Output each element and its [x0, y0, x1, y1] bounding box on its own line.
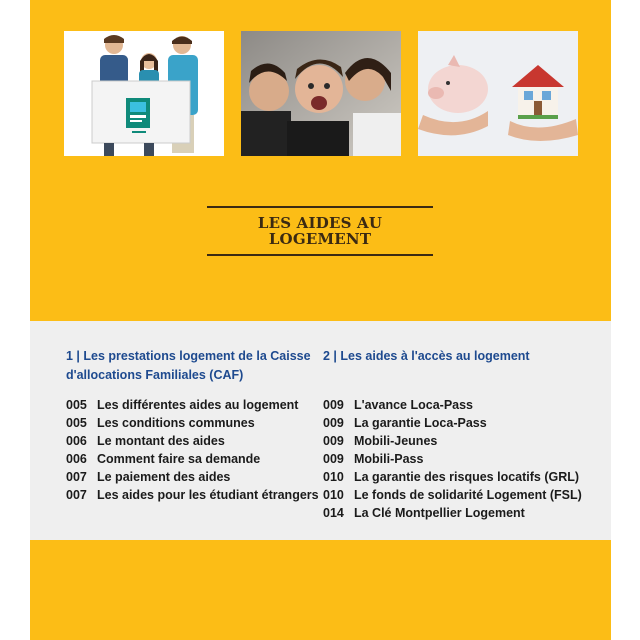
entry-list	[323, 396, 603, 522]
section-caf	[66, 347, 319, 504]
entry-list	[66, 396, 319, 504]
page-number: 006	[66, 452, 87, 466]
photo-piggy-bank-house	[418, 31, 578, 156]
section-acces-logement	[323, 347, 603, 522]
section-heading: 1 | Les prestations logement de la Caisse d'allocations Familiales (CAF)	[66, 349, 311, 382]
entry-label: L'avance Loca-Pass	[354, 398, 474, 412]
toc-entry[interactable]	[66, 432, 316, 450]
page-number: 009	[323, 434, 344, 448]
page-number: 014	[323, 506, 344, 520]
table-of-contents	[30, 321, 611, 540]
page-number: 005	[66, 416, 87, 430]
toc-entry[interactable]	[66, 486, 319, 504]
entry-label: Le montant des aides	[97, 434, 225, 448]
entry-label: Mobili-Pass	[354, 452, 424, 466]
page-number: 006	[66, 434, 87, 448]
entry-label: Les différentes aides au logement	[97, 398, 299, 412]
page-number: 009	[323, 398, 344, 412]
photo-teens-whispering	[241, 31, 401, 156]
section-heading: 2 | Les aides à l'accès au logement	[323, 349, 530, 363]
toc-entry[interactable]	[66, 450, 316, 468]
entry-label: Les conditions communes	[97, 416, 255, 430]
toc-entry[interactable]	[66, 414, 316, 432]
entry-label: La garantie Loca-Pass	[354, 416, 487, 430]
title-block	[207, 206, 433, 248]
toc-entry[interactable]	[66, 396, 316, 414]
toc-entry[interactable]	[323, 396, 603, 414]
page	[30, 0, 611, 640]
toc-entry[interactable]	[66, 468, 316, 486]
title-rule-top	[207, 206, 433, 208]
entry-label: Comment faire sa demande	[97, 452, 261, 466]
entry-label: Le paiement des aides	[97, 470, 231, 484]
page-number: 007	[66, 488, 87, 502]
entry-label: La Clé Montpellier Logement	[354, 506, 525, 520]
page-number: 010	[323, 470, 344, 484]
toc-entry[interactable]	[323, 414, 603, 432]
page-number: 010	[323, 488, 344, 502]
toc-entry[interactable]	[323, 450, 603, 468]
page-number: 007	[66, 470, 87, 484]
page-number: 005	[66, 398, 87, 412]
entry-label: Le fonds de solidarité Logement (FSL)	[354, 488, 582, 502]
photo-students-caf-sign	[64, 31, 224, 156]
title-rule-bottom	[207, 254, 433, 256]
entry-label: Les aides pour les étudiant étrangers	[97, 488, 319, 502]
toc-entry[interactable]	[323, 486, 603, 504]
entry-label: Mobili-Jeunes	[354, 434, 438, 448]
page-number: 009	[323, 452, 344, 466]
toc-entry[interactable]	[323, 432, 603, 450]
toc-entry[interactable]	[323, 504, 603, 522]
entry-label: La garantie des risques locatifs (GRL)	[354, 470, 580, 484]
toc-entry[interactable]	[323, 468, 603, 486]
page-title: LES AIDES AU LOGEMENT	[257, 214, 383, 248]
page-number: 009	[323, 416, 344, 430]
